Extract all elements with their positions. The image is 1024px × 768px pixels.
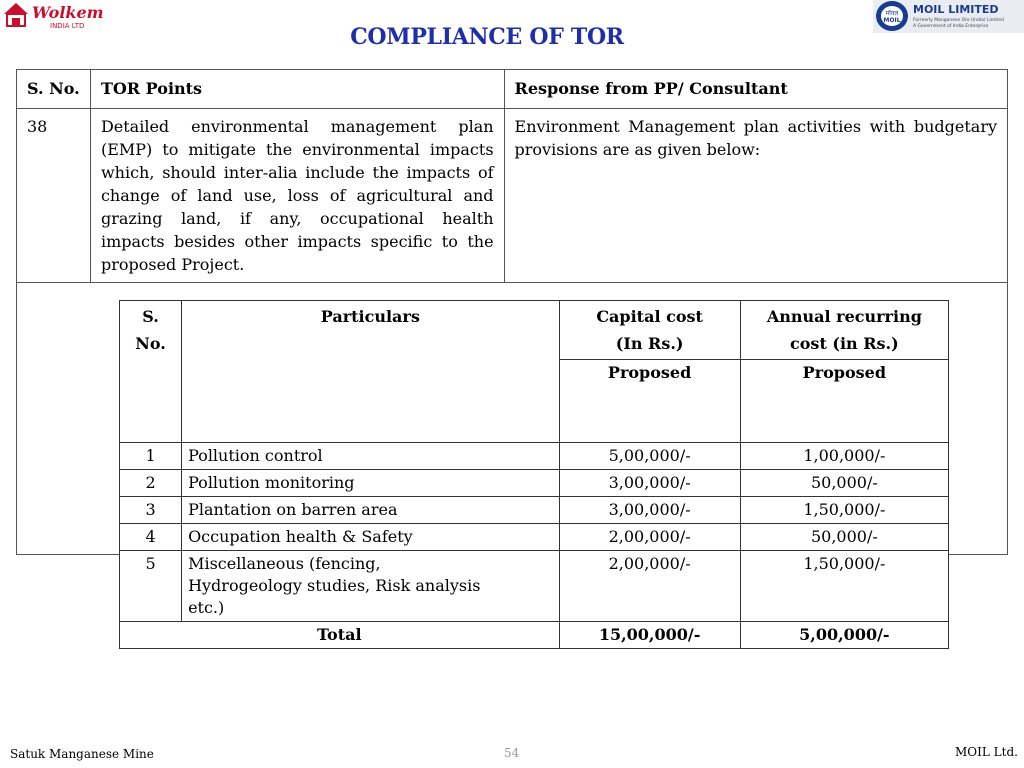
emp-header-sno: S. No. — [120, 301, 182, 443]
svg-text:MOIL: MOIL — [883, 17, 901, 24]
emp-row-sno: 1 — [120, 443, 182, 470]
table-row — [120, 551, 949, 622]
tor-row — [17, 109, 1008, 283]
wolkem-logo-sub: INDIA LTD — [50, 22, 85, 30]
emp-total-row — [120, 622, 949, 649]
emp-row-particular: Plantation on barren area — [182, 497, 559, 524]
footer-page-number: 54 — [504, 746, 520, 760]
emp-row-annual: 50,000/- — [740, 470, 948, 497]
emp-header-capital: Capital cost (In Rs.) — [559, 301, 740, 360]
tor-header-response: Response from PP/ Consultant — [504, 70, 1007, 109]
emp-row-annual: 1,00,000/- — [740, 443, 948, 470]
emp-row-annual: 50,000/- — [740, 524, 948, 551]
emp-row-capital: 2,00,000/- — [559, 524, 740, 551]
table-row — [120, 524, 949, 551]
footer-company: MOIL Ltd. — [955, 745, 1018, 759]
svg-text:A Government of India Enterpri: A Government of India Enterprise — [913, 24, 989, 29]
tor-row-response: Environment Management plan activities with budgetary provisions are as given below: — [504, 109, 1007, 283]
tor-row-point: Detailed environmental management plan (EMP) to mitigate the environmental impacts which, should inter-alia include the impacts of change of land use, loss of agricultural and grazing land, if any, occupational health impacts besides other impacts specific to the proposed Project. — [90, 109, 504, 283]
emp-row-particular: Occupation health & Safety — [182, 524, 559, 551]
table-row — [120, 470, 949, 497]
page-title: COMPLIANCE OF TOR — [350, 24, 624, 50]
wolkem-roof-icon — [4, 3, 28, 14]
emp-row-sno: 3 — [120, 497, 182, 524]
wolkem-logo-text: Wolkem — [32, 3, 104, 22]
emp-row-capital: 5,00,000/- — [559, 443, 740, 470]
emp-header-proposed-annual: Proposed — [740, 360, 948, 443]
emp-header-annual: Annual recurring cost (in Rs.) — [740, 301, 948, 360]
emp-header-particulars: Particulars — [182, 301, 559, 443]
emp-header-proposed-capital: Proposed — [559, 360, 740, 443]
emp-header-row — [120, 301, 949, 360]
emp-row-sno: 4 — [120, 524, 182, 551]
svg-text:Formerly Manganese Ore (India): Formerly Manganese Ore (India) Limited — [913, 18, 1004, 23]
tor-row-sno: 38 — [17, 109, 91, 283]
emp-row-capital: 2,00,000/- — [559, 551, 740, 622]
emp-row-particular: Pollution monitoring — [182, 470, 559, 497]
footer-project-name: Satuk Manganese Mine — [10, 747, 154, 761]
emp-total-annual: 5,00,000/- — [740, 622, 948, 649]
svg-text:मॉयल: मॉयल — [885, 10, 899, 17]
emp-total-capital: 15,00,000/- — [559, 622, 740, 649]
emp-row-capital: 3,00,000/- — [559, 497, 740, 524]
moil-logo-text: MOIL LIMITED — [913, 3, 999, 16]
emp-row-annual: 1,50,000/- — [740, 551, 948, 622]
emp-row-particular: Miscellaneous (fencing, Hydrogeology studies, Risk analysis etc.) — [182, 551, 559, 622]
table-row — [120, 443, 949, 470]
tor-header-points: TOR Points — [90, 70, 504, 109]
emp-row-capital: 3,00,000/- — [559, 470, 740, 497]
emp-row-sno: 5 — [120, 551, 182, 622]
emp-row-particular: Pollution control — [182, 443, 559, 470]
tor-header-row — [17, 70, 1008, 109]
tor-header-sno: S. No. — [17, 70, 91, 109]
emp-row-annual: 1,50,000/- — [740, 497, 948, 524]
emp-budget-table — [119, 300, 949, 649]
table-row — [120, 497, 949, 524]
emp-total-label: Total — [120, 622, 560, 649]
emp-row-sno: 2 — [120, 470, 182, 497]
